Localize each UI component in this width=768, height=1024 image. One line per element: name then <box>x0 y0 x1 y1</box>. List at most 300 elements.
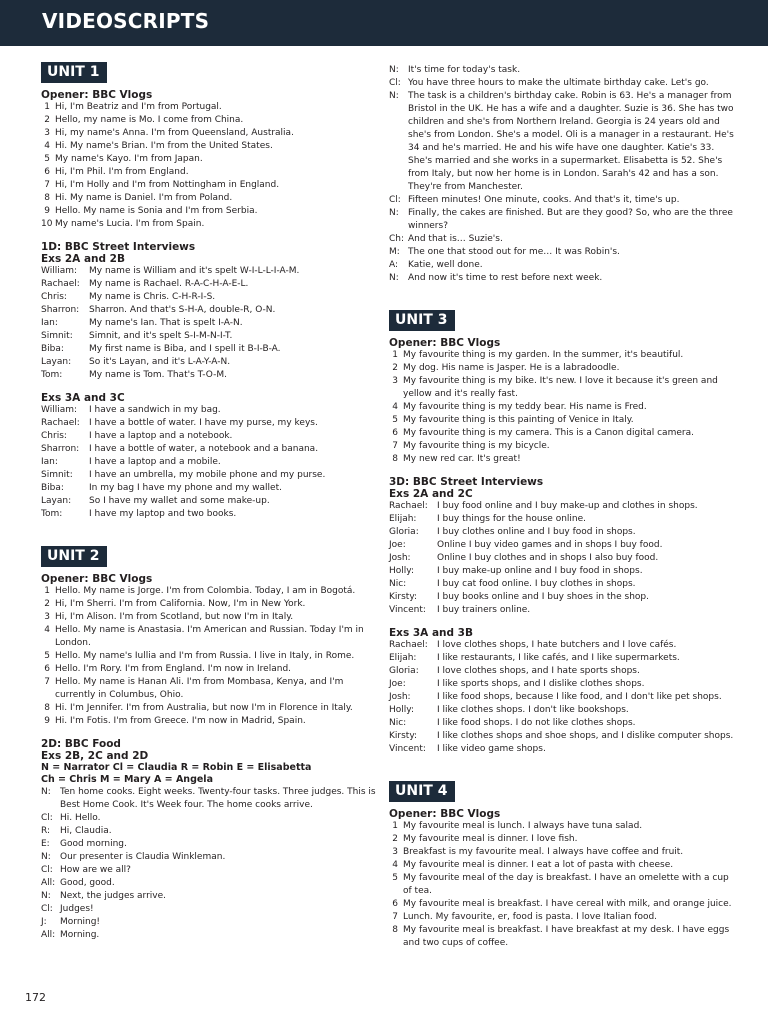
unit-2-food <box>41 738 386 942</box>
line-text: The one that stood out for me… It was Robin's. <box>408 247 620 257</box>
numbered-line <box>41 585 386 598</box>
line-text: In my bag I have my phone and my wallet. <box>89 483 282 493</box>
speaker-label: Cl: <box>41 904 53 914</box>
dialogue-line <box>41 838 386 851</box>
section-heading: 1D: BBC Street Interviews <box>41 241 196 253</box>
line-text: My favourite thing is this painting of Venice in Italy. <box>403 415 634 425</box>
line-text: Hello. My name is Anastasia. I'm American and Russian. Today I'm in London. <box>55 625 364 648</box>
line-text: I have a laptop and a mobile. <box>89 457 221 467</box>
speaker-label: N: <box>41 787 51 797</box>
numbered-line <box>389 414 734 427</box>
dialogue-line <box>389 665 734 678</box>
section-subheading: Exs 2B, 2C and 2D <box>41 750 149 762</box>
speaker-label: R: <box>41 826 51 836</box>
unit-2-opener <box>41 573 386 728</box>
line-text: Hi. I'm Jennifer. I'm from Australia, but now I'm in Florence in Italy. <box>55 703 353 713</box>
line-text: I have a bottle of water. I have my purse, my keys. <box>89 418 318 428</box>
line-text: Next, the judges arrive. <box>60 891 167 901</box>
numbered-line <box>41 624 386 650</box>
line-text: My favourite thing is my teddy bear. His name is Fred. <box>403 402 647 412</box>
line-text: Hi. My name is Daniel. I'm from Poland. <box>55 193 233 203</box>
line-text: Hello, my name is Mo. I come from China. <box>55 115 244 125</box>
unit-3-street-interviews <box>389 476 734 617</box>
line-text: So I have my wallet and some make-up. <box>89 496 270 506</box>
line-text: Finally, the cakes are finished. But are they good? So, who are the three winners? <box>408 208 733 231</box>
speaker-label: J: <box>41 917 47 927</box>
line-number: 8 <box>392 925 398 935</box>
line-text: Sharron. And that's S-H-A, double-R, O-N. <box>89 305 276 315</box>
line-text: Fifteen minutes! One minute, cooks. And that's it, time's up. <box>408 195 680 205</box>
unit-3-exs-3 <box>389 627 734 756</box>
speaker-label: Kirsty: <box>389 731 418 741</box>
numbered-line <box>389 427 734 440</box>
numbered-line <box>41 611 386 624</box>
speaker-label: William: <box>41 405 78 415</box>
line-number: 1 <box>44 102 50 112</box>
dialogue-line <box>389 743 734 756</box>
numbered-line <box>41 153 386 166</box>
dialogue-line <box>389 691 734 704</box>
speaker-label: N: <box>41 891 51 901</box>
speaker-label: Joe: <box>389 540 406 550</box>
speaker-label: Kirsty: <box>389 592 418 602</box>
line-number: 6 <box>392 899 398 909</box>
line-text: My new red car. It's great! <box>403 454 521 464</box>
speaker-label: All: <box>41 878 56 888</box>
line-text: My favourite meal is lunch. I always have tuna salad. <box>403 821 643 831</box>
line-number: 2 <box>44 599 50 609</box>
line-text: My favourite meal is dinner. I love fish. <box>403 834 578 844</box>
line-text: I love clothes shops, I hate butchers and I love cafés. <box>437 640 677 650</box>
speaker-label: Nic: <box>389 579 407 589</box>
numbered-line <box>41 101 386 114</box>
dialogue-line <box>41 369 386 382</box>
dialogue-line <box>41 304 386 317</box>
line-text: The task is a children's birthday cake. Robin is 63. He's a manager from Bristol in the UK. He has a wife and a daughter. Suzie is 36. She has two children and she's from Northern Ireland. Georgia is 24 years old and she's from London. She's a model. Oli is a manager in a restaurant. He's 34 and he's married. He and his wife have one daughter. Katie's 33. She's married and she works in a supermarket. Elisabetta is 52. She's from Italy, but now her home is in London. Sarah's 42 and has a son. They're from Manchester. <box>408 91 734 192</box>
line-number: 3 <box>44 128 50 138</box>
line-text: Good morning. <box>60 839 127 849</box>
line-text: So it's Layan, and it's L-A-Y-A-N. <box>89 357 231 367</box>
line-text: My name is Chris. C-H-R-I-S. <box>89 292 216 302</box>
line-text: My name is Tom. That's T-O-M. <box>89 370 227 380</box>
line-number: 2 <box>392 363 398 373</box>
numbered-line <box>389 440 734 453</box>
numbered-line <box>389 362 734 375</box>
speaker-key: N = Narrator Cl = Claudia R = Robin E = Elisabetta <box>41 762 312 773</box>
numbered-line <box>41 676 386 702</box>
speaker-label: Nic: <box>389 718 407 728</box>
dialogue-line <box>389 233 734 246</box>
line-text: My favourite thing is my garden. In the summer, it's beautiful. <box>403 350 684 360</box>
dialogue-line <box>41 916 386 929</box>
unit-4-tab: UNIT 4 <box>389 781 455 802</box>
section-subheading: Exs 2A and 2B <box>41 253 125 265</box>
line-text: Ten home cooks. Eight weeks. Twenty-four tasks. Three judges. This is Best Home Cook. It's Week four. The home cooks arrive. <box>60 787 376 810</box>
dialogue-line <box>41 786 386 812</box>
dialogue-line <box>389 90 734 194</box>
dialogue-line <box>41 330 386 343</box>
line-text: My favourite meal is breakfast. I have breakfast at my desk. I have eggs and two cups of coffee. <box>403 925 730 948</box>
page-banner <box>0 0 768 46</box>
line-text: I buy trainers online. <box>437 605 531 615</box>
section-heading: 3D: BBC Street Interviews <box>389 476 544 488</box>
numbered-line <box>41 702 386 715</box>
line-text: My favourite meal is breakfast. I have cereal with milk, and orange juice. <box>403 899 732 909</box>
dialogue-line <box>389 500 734 513</box>
speaker-label: Rachael: <box>389 501 428 511</box>
line-text: I like clothes shops and shoe shops, and I dislike computer shops. <box>437 731 734 741</box>
line-text: Lunch. My favourite, er, food is pasta. I love Italian food. <box>403 912 658 922</box>
line-text: Hi, my name's Anna. I'm from Queensland, Australia. <box>55 128 294 138</box>
speaker-label: N: <box>41 852 51 862</box>
dialogue-line <box>41 851 386 864</box>
speaker-label: Gloria: <box>389 527 419 537</box>
numbered-line <box>41 127 386 140</box>
dialogue-line <box>389 77 734 90</box>
speaker-label: Tom: <box>41 509 63 519</box>
line-number: 4 <box>44 625 50 635</box>
line-text: Hello. My name's Iullia and I'm from Russia. I live in Italy, in Rome. <box>55 651 355 661</box>
line-text: You have three hours to make the ultimate birthday cake. Let's go. <box>408 78 709 88</box>
speaker-label: Josh: <box>389 692 411 702</box>
speaker-label: Holly: <box>389 566 414 576</box>
dialogue-line <box>41 291 386 304</box>
dialogue-line <box>389 652 734 665</box>
line-text: How are we all? <box>60 865 131 875</box>
dialogue-line <box>41 404 386 417</box>
dialogue-line <box>389 678 734 691</box>
left-column <box>41 61 386 952</box>
dialogue-line <box>389 578 734 591</box>
speaker-label: Gloria: <box>389 666 419 676</box>
speaker-label: Rachael: <box>389 640 428 650</box>
line-text: I buy food online and I buy make-up and clothes in shops. <box>437 501 698 511</box>
speaker-label: Vincent: <box>389 744 426 754</box>
line-text: I have a bottle of water, a notebook and a banana. <box>89 444 319 454</box>
line-text: Hello. I'm Rory. I'm from England. I'm now in Ireland. <box>55 664 292 674</box>
dialogue-line <box>389 565 734 578</box>
dialogue-line <box>389 591 734 604</box>
numbered-line <box>389 872 734 898</box>
speaker-label: Tom: <box>41 370 63 380</box>
line-text: Hi, I'm Alison. I'm from Scotland, but now I'm in Italy. <box>55 612 294 622</box>
line-text: I buy cat food online. I buy clothes in shops. <box>437 579 636 589</box>
speaker-label: Cl: <box>389 78 401 88</box>
speaker-label: Ch: <box>389 234 405 244</box>
numbered-line <box>389 924 734 950</box>
speaker-label: Rachael: <box>41 279 80 289</box>
dialogue-line <box>389 539 734 552</box>
numbered-line <box>41 140 386 153</box>
dialogue-line <box>389 64 734 77</box>
line-number: 7 <box>392 912 398 922</box>
dialogue-line <box>41 443 386 456</box>
speaker-label: Elijah: <box>389 514 417 524</box>
dialogue-line <box>41 508 386 521</box>
dialogue-line <box>41 864 386 877</box>
line-text: Hi, I'm Beatriz and I'm from Portugal. <box>55 102 222 112</box>
dialogue-line <box>389 194 734 207</box>
line-text: Hi. Hello. <box>60 813 101 823</box>
unit-1-street-interviews <box>41 241 386 382</box>
line-number: 8 <box>44 193 50 203</box>
line-text: I like food shops. I do not like clothes shops. <box>437 718 636 728</box>
line-text: Morning! <box>60 917 101 927</box>
line-text: My dog. His name is Jasper. He is a labradoodle. <box>403 363 620 373</box>
line-number: 5 <box>44 154 50 164</box>
dialogue-line <box>41 929 386 942</box>
line-number: 4 <box>392 860 398 870</box>
dialogue-line <box>389 246 734 259</box>
speaker-label: E: <box>41 839 50 849</box>
speaker-label: Josh: <box>389 553 411 563</box>
speaker-label: Joe: <box>389 679 406 689</box>
section-heading: Opener: BBC Vlogs <box>41 89 153 101</box>
line-text: I love clothes shops, and I hate sports shops. <box>437 666 640 676</box>
speaker-label: N: <box>389 91 399 101</box>
unit-1-opener <box>41 89 386 231</box>
numbered-line <box>41 192 386 205</box>
unit-4-opener <box>389 808 734 950</box>
numbered-line <box>41 663 386 676</box>
dialogue-line <box>41 317 386 330</box>
line-text: Hi, I'm Sherri. I'm from California. Now, I'm in New York. <box>55 599 306 609</box>
line-text: Online I buy video games and in shops I buy food. <box>437 540 663 550</box>
numbered-line <box>41 650 386 663</box>
line-text: Hi. I'm Fotis. I'm from Greece. I'm now in Madrid, Spain. <box>55 716 306 726</box>
section-heading: 2D: BBC Food <box>41 738 121 750</box>
line-text: My favourite meal of the day is breakfast. I have an omelette with a cup of tea. <box>403 873 729 896</box>
line-number: 6 <box>44 167 50 177</box>
line-text: I buy books online and I buy shoes in the shop. <box>437 592 649 602</box>
line-number: 8 <box>392 454 398 464</box>
line-text: Hi. My name's Brian. I'm from the United States. <box>55 141 273 151</box>
page-number: 172 <box>25 991 46 1004</box>
dialogue-line <box>41 417 386 430</box>
dialogue-line <box>389 730 734 743</box>
page-title: VIDEOSCRIPTS <box>42 9 210 33</box>
numbered-line <box>389 833 734 846</box>
speaker-label: N: <box>389 208 399 218</box>
line-text: My first name is Biba, and I spell it B-I-B-A. <box>89 344 281 354</box>
dialogue-line <box>41 877 386 890</box>
speaker-label: Chris: <box>41 292 67 302</box>
dialogue-line <box>389 639 734 652</box>
dialogue-line <box>389 604 734 617</box>
numbered-line <box>41 166 386 179</box>
speaker-label: Simnit: <box>41 331 73 341</box>
line-text: My name's Kayo. I'm from Japan. <box>55 154 203 164</box>
line-number: 3 <box>392 376 398 386</box>
speaker-key: Ch = Chris M = Mary A = Angela <box>41 774 213 785</box>
line-text: I have an umbrella, my mobile phone and my purse. <box>89 470 326 480</box>
line-text: My name's Lucia. I'm from Spain. <box>55 219 205 229</box>
dialogue-line <box>41 482 386 495</box>
unit-3-opener <box>389 337 734 466</box>
line-text: Morning. <box>60 930 100 940</box>
speaker-label: Rachael: <box>41 418 80 428</box>
line-number: 7 <box>392 441 398 451</box>
line-number: 2 <box>44 115 50 125</box>
line-text: My name is Rachael. R-A-C-H-A-E-L. <box>89 279 249 289</box>
line-text: My favourite meal is dinner. I eat a lot of pasta with cheese. <box>403 860 674 870</box>
speaker-label: Ian: <box>41 457 58 467</box>
line-text: Hi, Claudia. <box>60 826 112 836</box>
numbered-line <box>389 859 734 872</box>
line-text: Judges! <box>60 904 94 914</box>
line-text: Hello. My name is Jorge. I'm from Colombia. Today, I am in Bogotá. <box>55 586 356 596</box>
speaker-label: N: <box>389 273 399 283</box>
speaker-label: Chris: <box>41 431 67 441</box>
dialogue-line <box>41 469 386 482</box>
dialogue-line <box>41 825 386 838</box>
dialogue-line <box>389 513 734 526</box>
line-text: And that is… Suzie's. <box>408 234 503 244</box>
dialogue-line <box>41 903 386 916</box>
line-text: I buy clothes online and I buy food in shops. <box>437 527 636 537</box>
speaker-label: A: <box>389 260 399 270</box>
unit-1-exs-3 <box>41 392 386 521</box>
line-number: 5 <box>392 415 398 425</box>
dialogue-line <box>41 343 386 356</box>
line-text: My name's Ian. That is spelt I-A-N. <box>89 318 243 328</box>
line-text: I like food shops, because I like food, and I don't like pet shops. <box>437 692 722 702</box>
speaker-label: Elijah: <box>389 653 417 663</box>
dialogue-line <box>41 265 386 278</box>
numbered-line <box>389 911 734 924</box>
line-text: Katie, well done. <box>408 260 483 270</box>
numbered-line <box>41 114 386 127</box>
numbered-line <box>41 218 386 231</box>
dialogue-line <box>41 430 386 443</box>
dialogue-line <box>41 495 386 508</box>
line-text: I like restaurants, I like cafés, and I like supermarkets. <box>437 653 680 663</box>
dialogue-line <box>389 272 734 285</box>
speaker-label: N: <box>389 65 399 75</box>
line-text: Hi, I'm Phil. I'm from England. <box>55 167 189 177</box>
line-text: I have a sandwich in my bag. <box>89 405 221 415</box>
line-number: 3 <box>392 847 398 857</box>
line-number: 7 <box>44 180 50 190</box>
line-text: My favourite thing is my bicycle. <box>403 441 550 451</box>
line-text: My name is William and it's spelt W-I-L-L-I-A-M. <box>89 266 300 276</box>
line-text: I like clothes shops. I don't like bookshops. <box>437 705 629 715</box>
line-number: 7 <box>44 677 50 687</box>
line-number: 9 <box>44 716 50 726</box>
speaker-label: Cl: <box>41 865 53 875</box>
numbered-line <box>41 179 386 192</box>
speaker-label: All: <box>41 930 56 940</box>
line-text: Hello. My name is Sonia and I'm from Serbia. <box>55 206 258 216</box>
line-text: It's time for today's task. <box>408 65 521 75</box>
line-text: Hello. My name is Hanan Ali. I'm from Mombasa, Kenya, and I'm currently in Columbus, Ohio. <box>55 677 344 700</box>
line-number: 6 <box>392 428 398 438</box>
line-text: My favourite thing is my camera. This is a Canon digital camera. <box>403 428 694 438</box>
line-text: I buy things for the house online. <box>437 514 587 524</box>
speaker-label: Simnit: <box>41 470 73 480</box>
speaker-label: Vincent: <box>389 605 426 615</box>
speaker-label: M: <box>389 247 400 257</box>
speaker-label: Biba: <box>41 344 64 354</box>
numbered-line <box>41 715 386 728</box>
section-heading: Exs 3A and 3B <box>389 627 473 639</box>
line-text: And now it's time to rest before next week. <box>408 273 603 283</box>
line-number: 4 <box>44 141 50 151</box>
line-number: 9 <box>44 206 50 216</box>
unit-2-food-continued <box>389 64 734 285</box>
line-text: Online I buy clothes and in shops I also buy food. <box>437 553 659 563</box>
dialogue-line <box>389 207 734 233</box>
line-text: I like video game shops. <box>437 744 546 754</box>
line-text: I have a laptop and a notebook. <box>89 431 233 441</box>
line-number: 8 <box>44 703 50 713</box>
section-heading: Opener: BBC Vlogs <box>41 573 153 585</box>
line-text: Breakfast is my favourite meal. I always have coffee and fruit. <box>403 847 684 857</box>
line-text: Hi, I'm Holly and I'm from Nottingham in England. <box>55 180 280 190</box>
speaker-label: Sharron: <box>41 305 80 315</box>
section-subheading: Exs 2A and 2C <box>389 488 473 500</box>
section-heading: Exs 3A and 3C <box>41 392 125 404</box>
line-number: 4 <box>392 402 398 412</box>
numbered-line <box>389 846 734 859</box>
numbered-line <box>41 598 386 611</box>
dialogue-line <box>389 717 734 730</box>
line-text: Good, good. <box>60 878 115 888</box>
line-number: 1 <box>392 350 398 360</box>
line-text: Our presenter is Claudia Winkleman. <box>60 852 226 862</box>
speaker-label: Biba: <box>41 483 64 493</box>
numbered-line <box>389 820 734 833</box>
line-number: 1 <box>392 821 398 831</box>
line-text: I like sports shops, and I dislike clothes shops. <box>437 679 645 689</box>
line-text: I buy make-up online and I buy food in shops. <box>437 566 643 576</box>
speaker-label: Ian: <box>41 318 58 328</box>
speaker-label: Layan: <box>41 496 72 506</box>
line-number: 5 <box>392 873 398 883</box>
right-column <box>389 64 734 960</box>
numbered-line <box>389 898 734 911</box>
line-text: I have my laptop and two books. <box>89 509 237 519</box>
speaker-label: Layan: <box>41 357 72 367</box>
dialogue-line <box>41 812 386 825</box>
line-number: 6 <box>44 664 50 674</box>
unit-2-tab: UNIT 2 <box>41 546 107 567</box>
speaker-label: Cl: <box>41 813 53 823</box>
numbered-line <box>389 401 734 414</box>
dialogue-line <box>41 356 386 369</box>
dialogue-line <box>41 278 386 291</box>
line-text: Simnit, and it's spelt S-I-M-N-I-T. <box>89 331 233 341</box>
numbered-line <box>389 453 734 466</box>
dialogue-line <box>389 526 734 539</box>
section-heading: Opener: BBC Vlogs <box>389 337 501 349</box>
dialogue-line <box>389 552 734 565</box>
line-number: 1 <box>44 586 50 596</box>
line-number: 3 <box>44 612 50 622</box>
numbered-line <box>41 205 386 218</box>
speaker-label: Cl: <box>389 195 401 205</box>
line-number: 10 <box>41 219 53 229</box>
speaker-label: Sharron: <box>41 444 80 454</box>
unit-1-tab: UNIT 1 <box>41 62 107 83</box>
dialogue-line <box>41 890 386 903</box>
numbered-line <box>389 349 734 362</box>
section-heading: Opener: BBC Vlogs <box>389 808 501 820</box>
numbered-line <box>389 375 734 401</box>
line-number: 5 <box>44 651 50 661</box>
speaker-label: William: <box>41 266 78 276</box>
speaker-label: Holly: <box>389 705 414 715</box>
